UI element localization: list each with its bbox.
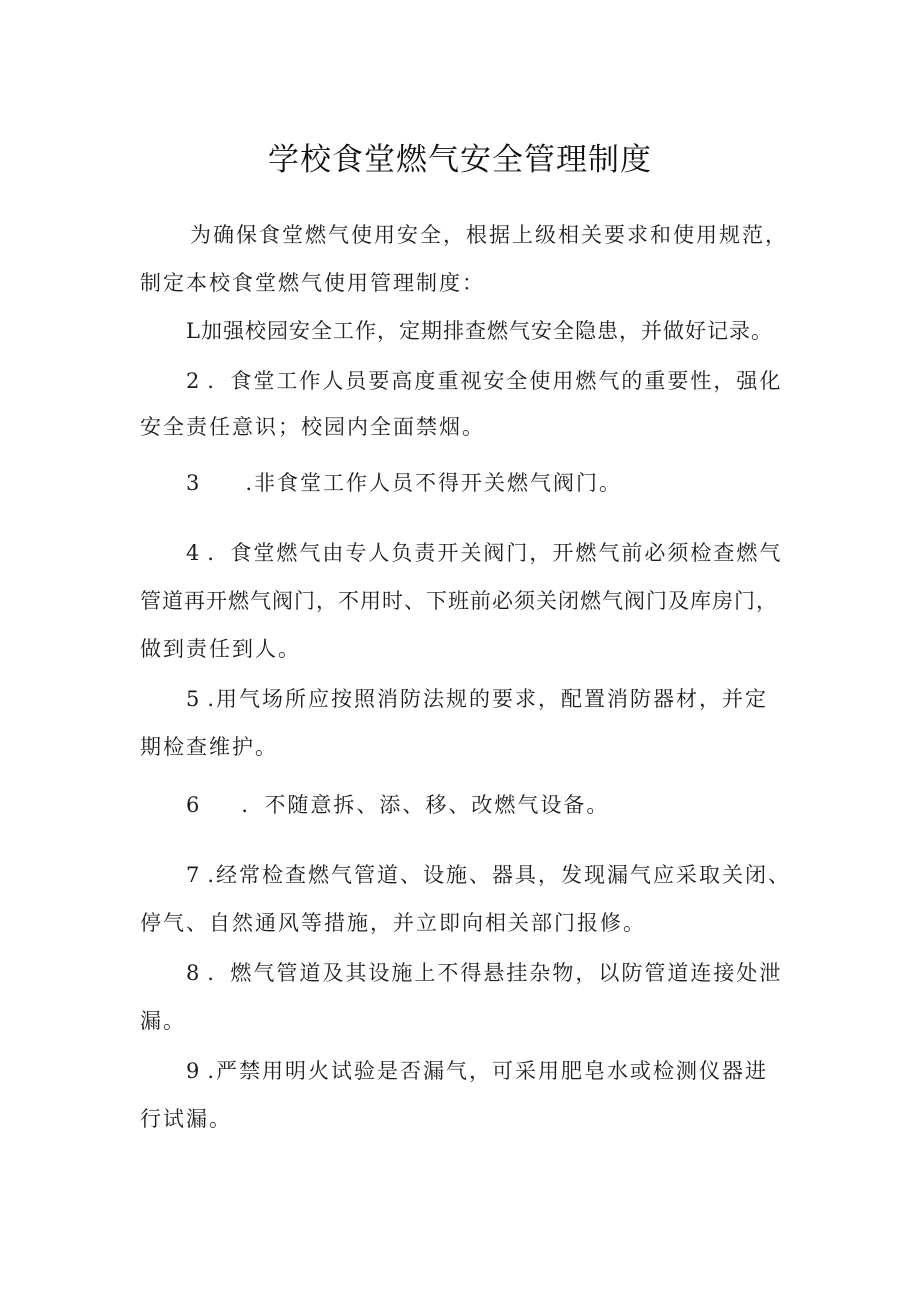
item-7-line-2: 停气、自然通风等措施，并立即向相关部门报修。: [140, 911, 646, 935]
item-2-line-1: [186, 366, 782, 396]
item-7-line-1: [186, 860, 791, 890]
item-5-text: .用气场所应按照消防法规的要求，配置消防器材，并定: [207, 687, 769, 711]
item-6-number: 6: [186, 793, 202, 817]
item-5-line-1: [186, 684, 768, 714]
item-4-line-3: 做到责任到人。: [140, 637, 301, 661]
item-4-text: ．食堂燃气由专人负责开关阀门，开燃气前必须检查燃气: [207, 541, 783, 565]
item-8-line-2: 漏。: [140, 1009, 186, 1033]
item-3-line-1: [186, 468, 622, 498]
item-2-text: ．食堂工作人员要高度重视安全使用燃气的重要性，强化: [207, 369, 783, 393]
item-9-text: .严禁用明火试验是否漏气，可采用肥皂水或检测仪器进: [207, 1059, 769, 1083]
item-3-number: 3: [186, 471, 202, 495]
item-2-line-2: 安全责任意识；校园内全面禁烟。: [140, 415, 485, 439]
item-7-number: 7: [186, 863, 202, 887]
item-6-text: ．不随意拆、添、移、改燃气设备。: [241, 793, 610, 817]
item-7-text: .经常检查燃气管道、设施、器具，发现漏气应采取关闭、: [207, 863, 792, 887]
item-4-number: 4: [186, 541, 202, 565]
intro-line-2: 制定本校食堂燃气使用管理制度：: [140, 271, 485, 295]
item-8-line-1: [186, 958, 782, 988]
item-1-line-1: [186, 316, 773, 346]
item-8-number: 8: [186, 961, 202, 985]
item-4-line-1: [186, 538, 782, 568]
item-8-text: ．燃气管道及其设施上不得悬挂杂物，以防管道连接处泄: [207, 961, 783, 985]
item-4-line-2: 管道再开燃气阀门，不用时、下班前必须关闭燃气阀门及库房门，: [140, 589, 778, 613]
item-2-number: 2: [186, 369, 202, 393]
item-9-line-2: 行试漏。: [140, 1107, 232, 1131]
document-title: 学校食堂燃气安全管理制度: [268, 142, 652, 178]
intro-line-1: 为确保食堂燃气使用安全，根据上级相关要求和使用规范，: [190, 223, 788, 247]
item-5-line-2: 期检查维护。: [140, 735, 278, 759]
item-1-number: L: [186, 319, 201, 343]
item-5-number: 5: [186, 687, 202, 711]
item-9-line-1: [186, 1056, 768, 1086]
item-1-text: 加强校园安全工作，定期排查燃气安全隐患，并做好记录。: [200, 319, 773, 343]
item-9-number: 9: [186, 1059, 202, 1083]
item-6-line-1: [186, 790, 609, 820]
item-3-text: .非食堂工作人员不得开关燃气阀门。: [245, 471, 623, 495]
